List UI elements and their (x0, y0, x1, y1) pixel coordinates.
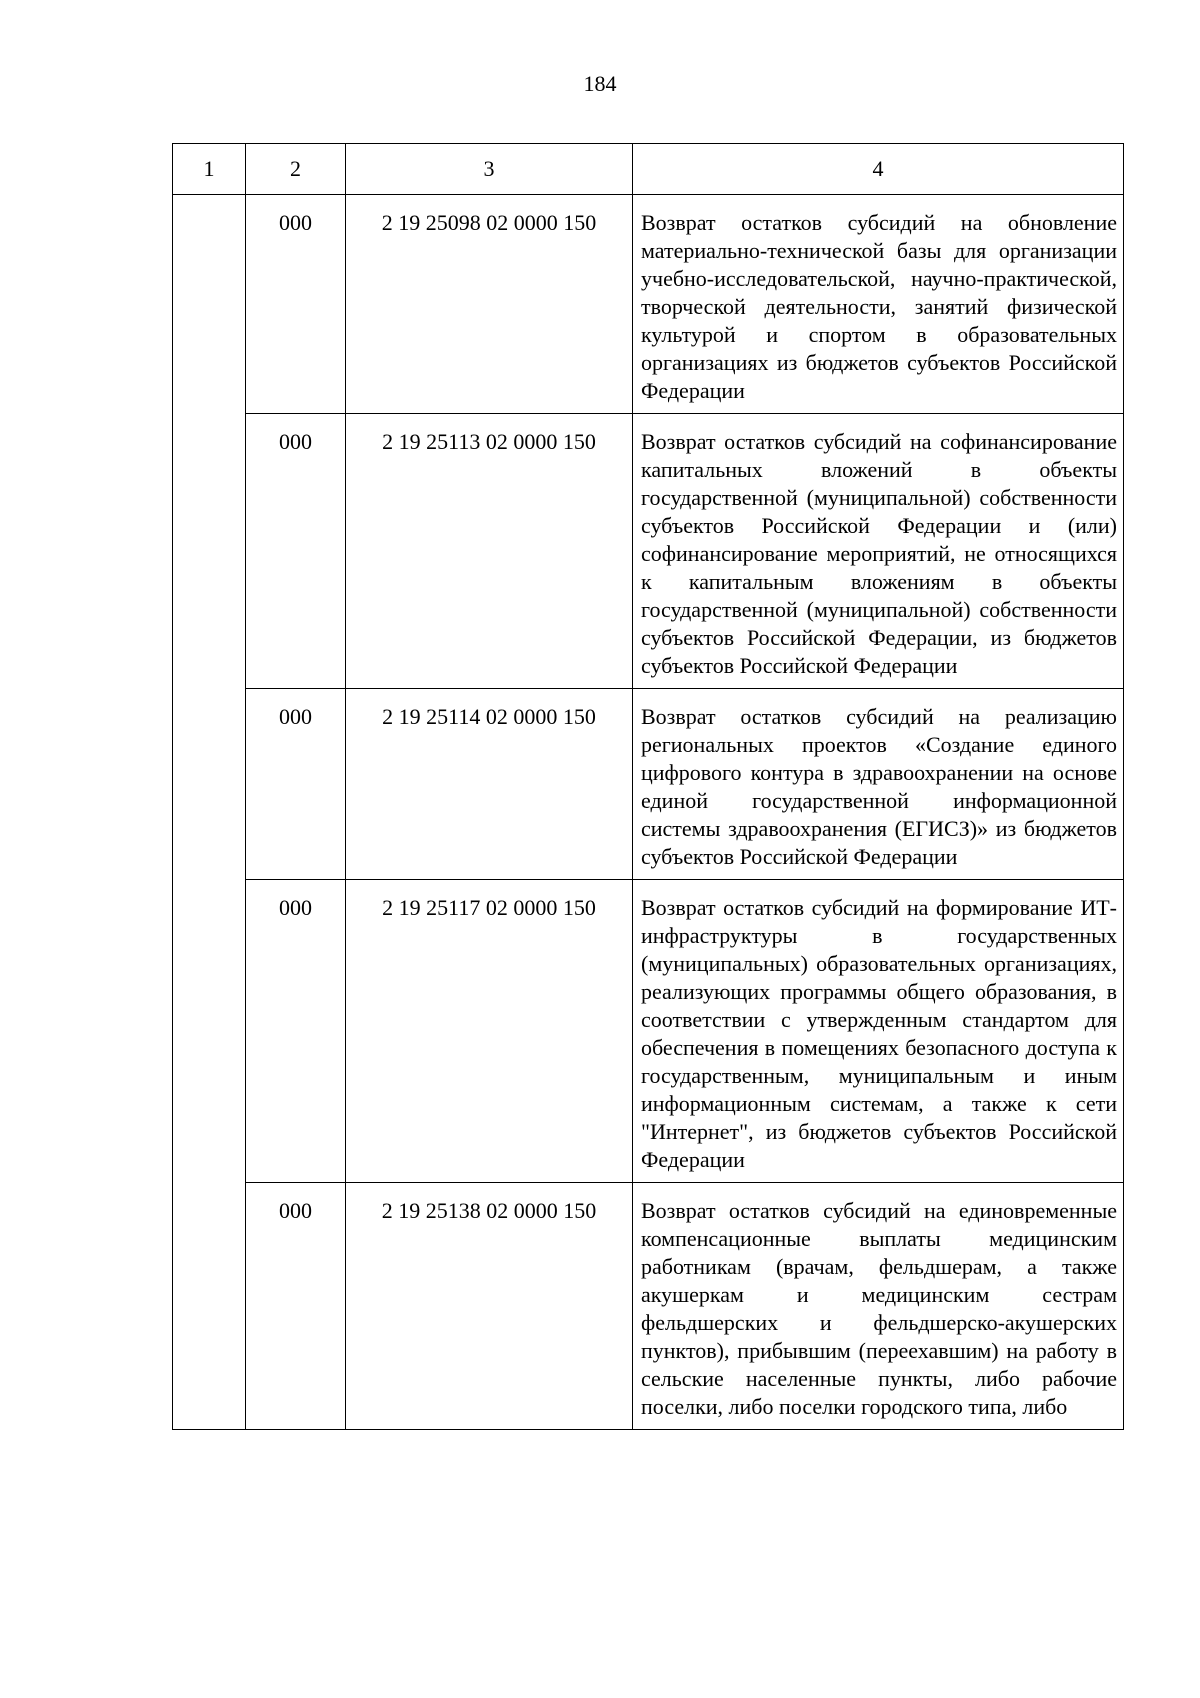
table-header-row (173, 144, 1124, 195)
admin-code-cell: 000 (246, 1183, 346, 1430)
budget-codes-table (172, 143, 1124, 1430)
row-number-cell (173, 880, 246, 1183)
row-number-cell (173, 414, 246, 689)
income-name-cell: Возврат остатков субсидий на обновление материально-технической базы для организации учебно-исследовательской, научно-практической, творческой деятельности, занятий физической культурой и спортом в образовательных организациях из бюджетов субъектов Российской Федерации (633, 195, 1124, 414)
table-row (173, 414, 1124, 689)
row-number-cell (173, 1183, 246, 1430)
income-name-cell: Возврат остатков субсидий на софинансирование капитальных вложений в объекты государственной (муниципальной) собственности субъектов Российской Федерации и (или) софинансирование мероприятий, не относящихся к капитальным вложениям в объекты государственной (муниципальной) собственности субъектов Российской Федерации, из бюджетов субъектов Российской Федерации (633, 414, 1124, 689)
column-header-1: 1 (173, 144, 246, 195)
admin-code-cell: 000 (246, 195, 346, 414)
column-header-3: 3 (346, 144, 633, 195)
admin-code-cell: 000 (246, 414, 346, 689)
budget-code-cell: 2 19 25117 02 0000 150 (346, 880, 633, 1183)
table-row (173, 1183, 1124, 1430)
table-row (173, 689, 1124, 880)
admin-code-cell: 000 (246, 880, 346, 1183)
budget-code-cell: 2 19 25113 02 0000 150 (346, 414, 633, 689)
table-row (173, 195, 1124, 414)
column-header-4: 4 (633, 144, 1124, 195)
admin-code-cell: 000 (246, 689, 346, 880)
budget-code-cell: 2 19 25138 02 0000 150 (346, 1183, 633, 1430)
budget-code-cell: 2 19 25114 02 0000 150 (346, 689, 633, 880)
income-name-cell: Возврат остатков субсидий на реализацию региональных проектов «Создание единого цифрового контура в здравоохранении на основе единой государственной информационной системы здравоохранения (ЕГИСЗ)» из бюджетов субъектов Российской Федерации (633, 689, 1124, 880)
income-name-cell: Возврат остатков субсидий на формирование ИТ-инфраструктуры в государственных (муниципальных) образовательных организациях, реализующих программы общего образования, в соответствии с утвержденным стандартом для обеспечения в помещениях безопасного доступа к государственным, муниципальным и иным информационным системам, а также к сети "Интернет", из бюджетов субъектов Российской Федерации (633, 880, 1124, 1183)
page-number: 184 (583, 71, 617, 96)
row-number-cell (173, 689, 246, 880)
budget-code-cell: 2 19 25098 02 0000 150 (346, 195, 633, 414)
table-row (173, 880, 1124, 1183)
income-name-cell: Возврат остатков субсидий на единовременные компенсационные выплаты медицинским работникам (врачам, фельдшерам, а также акушеркам и медицинским сестрам фельдшерских и фельдшерско-акушерских пунктов), прибывшим (переехавшим) на работу в сельские населенные пункты, либо рабочие поселки, либо поселки городского типа, либо (633, 1183, 1124, 1430)
row-number-cell (173, 195, 246, 414)
column-header-2: 2 (246, 144, 346, 195)
